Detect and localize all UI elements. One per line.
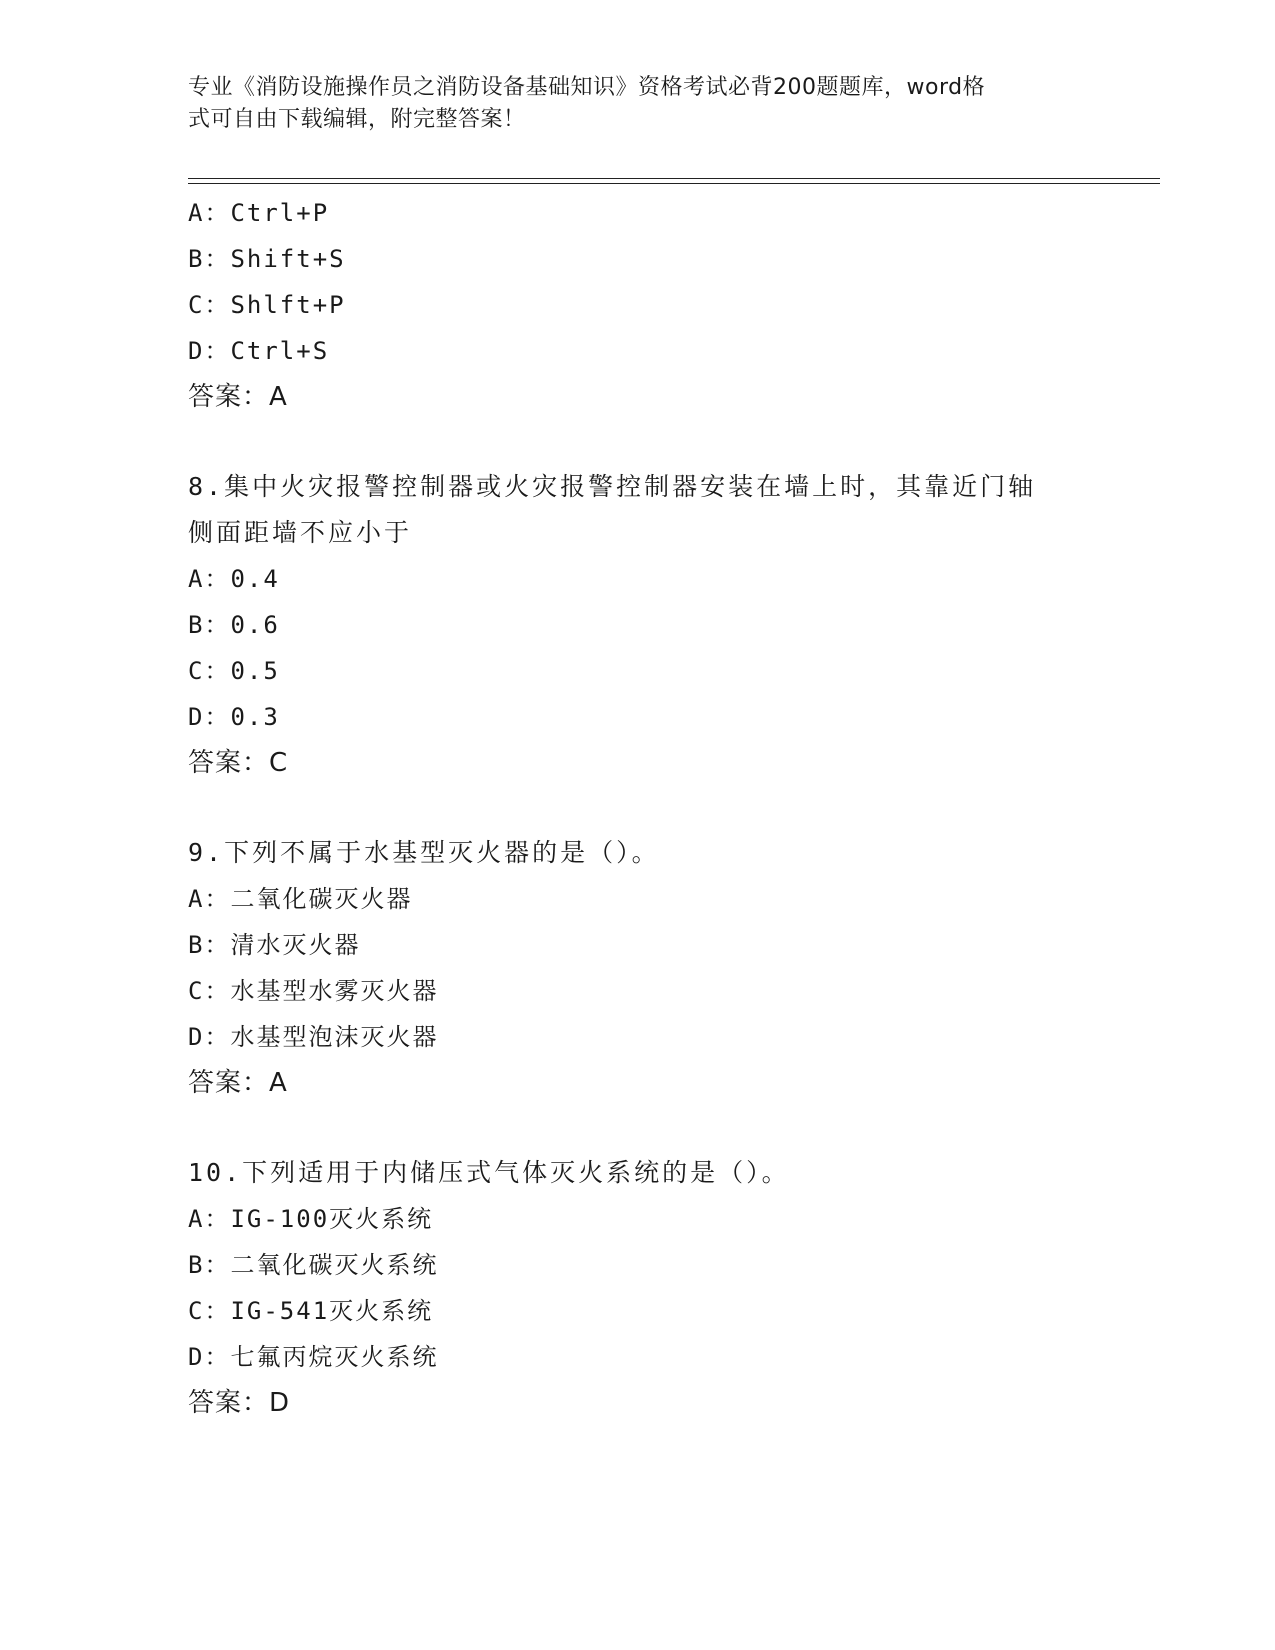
question-stem-line-1: 8.集中火灾报警控制器或火灾报警控制器安装在墙上时，其靠近门轴 (188, 472, 1037, 501)
option-c: C：IG-541灭火系统 (188, 1297, 434, 1325)
option-a: A：二氧化碳灭火器 (188, 885, 413, 913)
option-b: B：Shift+S (188, 245, 346, 273)
question-8 (188, 464, 1088, 786)
option-c: C：水基型水雾灭火器 (188, 977, 439, 1005)
question-stem-line-2: 侧面距墙不应小于 (188, 518, 413, 547)
option-c: C：0.5 (188, 657, 280, 685)
answer-line: 答案：A (188, 382, 288, 412)
header-line-2: 式可自由下载编辑，附完整答案！ (188, 107, 526, 132)
option-b: B：二氧化碳灭火系统 (188, 1251, 439, 1279)
header-line-1: 专业《消防设施操作员之消防设备基础知识》资格考试必背200题题库，word格 (188, 75, 986, 100)
question-list (188, 190, 1088, 1426)
question-10 (188, 1150, 1088, 1426)
option-a: A：IG-100灭火系统 (188, 1205, 434, 1233)
option-d: D：Ctrl+S (188, 337, 330, 365)
question-stem: 9.下列不属于水基型灭火器的是（）。 (188, 838, 660, 867)
answer-line: 答案：D (188, 1388, 291, 1418)
question-stem: 10.下列适用于内储压式气体灭火系统的是（）。 (188, 1158, 790, 1187)
option-d: D：水基型泡沫灭火器 (188, 1023, 439, 1051)
question-7-tail (188, 190, 1088, 420)
answer-line: 答案：C (188, 748, 289, 778)
option-c: C：Shlft+P (188, 291, 346, 319)
option-d: D：0.3 (188, 703, 280, 731)
document-header (188, 72, 1068, 136)
option-d: D：七氟丙烷灭火系统 (188, 1343, 439, 1371)
option-b: B：清水灭火器 (188, 931, 361, 959)
answer-line: 答案：A (188, 1068, 288, 1098)
question-9 (188, 830, 1088, 1106)
option-a: A：0.4 (188, 565, 280, 593)
option-b: B：0.6 (188, 611, 280, 639)
header-divider-bottom (188, 183, 1160, 184)
option-a: A：Ctrl+P (188, 199, 330, 227)
header-divider-top (188, 178, 1160, 179)
